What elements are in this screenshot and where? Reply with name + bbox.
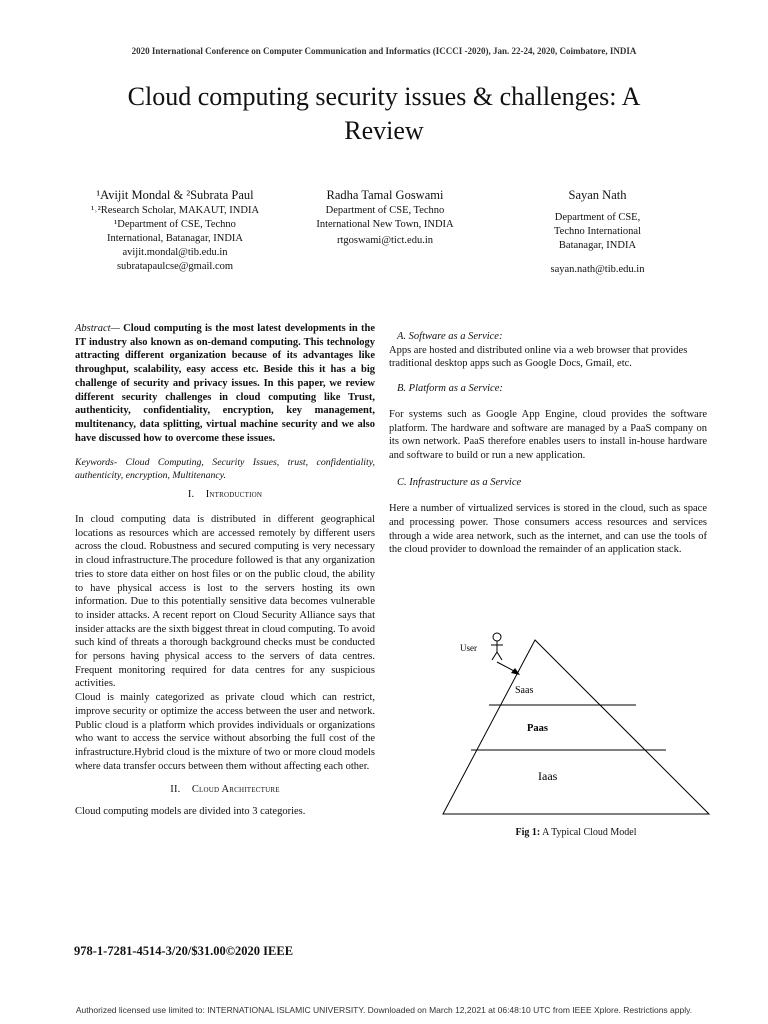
paas-layer-label: Paas bbox=[527, 723, 548, 734]
iaas-layer-label: Iaas bbox=[538, 769, 558, 783]
author-affil: Techno International bbox=[553, 226, 642, 237]
author-block-1 bbox=[60, 186, 290, 274]
architecture-paragraph: Cloud computing models are divided into 3 categories. bbox=[75, 806, 306, 818]
saas-paragraph: Apps are hosted and distributed online via a web browser that provides traditional desktop apps such as Google Docs, Gmail, etc. bbox=[389, 344, 688, 370]
author-affil: Department of CSE, Techno bbox=[325, 205, 445, 216]
title-line-1: Cloud computing security issues & challenges: A bbox=[127, 82, 641, 111]
left-column bbox=[75, 322, 375, 819]
section-title: Cloud Architecture bbox=[191, 784, 280, 796]
keywords: Keywords- Cloud Computing, Security Issues, trust, confidentiality, authenticity, encryption, Multitenancy. bbox=[75, 457, 375, 481]
author-affil: International New Town, INDIA bbox=[316, 219, 454, 230]
abstract bbox=[75, 322, 375, 445]
license-footer: Authorized licensed use limited to: INTERNATIONAL ISLAMIC UNIVERSITY. Downloaded on March 12,2021 at 06:48:10 UTC from IEEE Xplore. Restrictions apply. bbox=[75, 1005, 693, 1015]
subsection-heading-iaas: C. Infrastructure as a Service bbox=[397, 476, 522, 488]
paper-title bbox=[60, 80, 708, 148]
author-name: Radha Tamal Goswami bbox=[326, 188, 444, 202]
author-affil: Department of CSE, bbox=[554, 212, 641, 223]
author-affil: ¹˒²Research Scholar, MAKAUT, INDIA bbox=[90, 205, 260, 216]
figure-caption bbox=[440, 827, 712, 838]
author-email: subratapaulcse@gmail.com bbox=[116, 261, 234, 272]
author-name: Sayan Nath bbox=[568, 188, 627, 202]
right-column bbox=[389, 330, 707, 557]
author-affil: Batanagar, INDIA bbox=[558, 240, 637, 251]
isbn-copyright: 978-1-7281-4514-3/20/$31.00©2020 IEEE bbox=[74, 944, 294, 958]
cloud-model-diagram bbox=[440, 626, 712, 816]
author-affil: International, Batanagar, INDIA bbox=[106, 233, 244, 244]
user-stick-figure-icon bbox=[491, 633, 503, 660]
subsection-heading-paas: B. Platform as a Service: bbox=[397, 383, 503, 395]
section-title: Introduction bbox=[205, 489, 263, 501]
pyramid-outline bbox=[443, 640, 709, 814]
intro-paragraph-2: Cloud is mainly categorized as private cloud which can restrict, improve security or optimize the access between the user and network. Public cloud is a platform which provides individuals or organizations who want to access the service without absorbing the full cost of the infrastructure.Hybrid cloud is the mixture of two or more cloud models where data transfer occurs between them without affecting each other. bbox=[75, 692, 375, 772]
iaas-paragraph: Here a number of virtualized services is stored in the cloud, such as space and processing power. Those consumers access resources and services through a wide area network, such as the internet, and can use the tools of the cloud provider to download the remainder of an application stack. bbox=[389, 503, 707, 556]
caption-text: A Typical Cloud Model bbox=[540, 827, 637, 838]
section-heading-introduction bbox=[75, 488, 375, 502]
user-label: User bbox=[460, 643, 477, 653]
author-email: avijit.mondal@tib.edu.in bbox=[122, 247, 228, 258]
intro-paragraph-1: In cloud computing data is distributed in different geographical locations as resources which are accessed remotely by different users across the cloud. Robustness and secured computing is very necessary in cloud infrastructure.The procedure followed is that any organization tries to store data either on host files or on the public cloud, the ability to have physical access is lost to the servers hosting its own information. Due to this potentially sensitive data becomes vulnerable to insider attacks. A recent report on Cloud Security Alliance says that insider attacks are the sixth biggest threat in cloud computing. To avoid such kind of threats a thorough background checks must be conducted for persons having physical access to the servers of data centres. Frequent monitoring required for data centres for any suspicious activities. bbox=[75, 514, 376, 690]
conference-header: 2020 International Conference on Computer Communication and Informatics (ICCCI -2020), Jan. 22-24, 2020, Coimbatore, INDIA bbox=[131, 46, 637, 56]
abstract-label: Abstract— bbox=[75, 323, 120, 334]
section-heading-architecture bbox=[75, 783, 375, 797]
subsection-heading-saas: A. Software as a Service: bbox=[397, 331, 503, 342]
title-line-2: Review bbox=[344, 116, 424, 145]
author-email: sayan.nath@tib.edu.in bbox=[550, 264, 645, 275]
section-number: II. bbox=[170, 784, 181, 796]
author-block-2 bbox=[290, 186, 480, 248]
author-name: ¹Avijit Mondal & ²Subrata Paul bbox=[96, 188, 254, 202]
author-block-3 bbox=[510, 186, 685, 277]
paas-paragraph: For systems such as Google App Engine, cloud provides the software platform. The hardware and software are managed by a PaaS company on its own network. PaaS therefore enables users to install in-house hardware and software to build or run a new application. bbox=[389, 408, 707, 461]
section-number: I. bbox=[187, 489, 195, 501]
author-affil: ¹Department of CSE, Techno bbox=[114, 219, 236, 230]
abstract-text: Cloud computing is the most latest developments in the IT industry also known as on-demand computing. This technology attracting different organization because of its advantages like throughput, scalability, easy access etc. Beside this it has a big challenge of security and privacy issues. In this paper, we review different security challenges in cloud computing like Trust, authenticity, confidentiality, encryption, key management, multitenancy, data splitting, virtual machine security and we also have discussed how to overcome these issues. bbox=[75, 323, 375, 444]
caption-label: Fig 1: bbox=[515, 827, 541, 838]
saas-layer-label: Saas bbox=[515, 685, 534, 696]
author-email: rtgoswami@tict.edu.in bbox=[337, 235, 433, 246]
